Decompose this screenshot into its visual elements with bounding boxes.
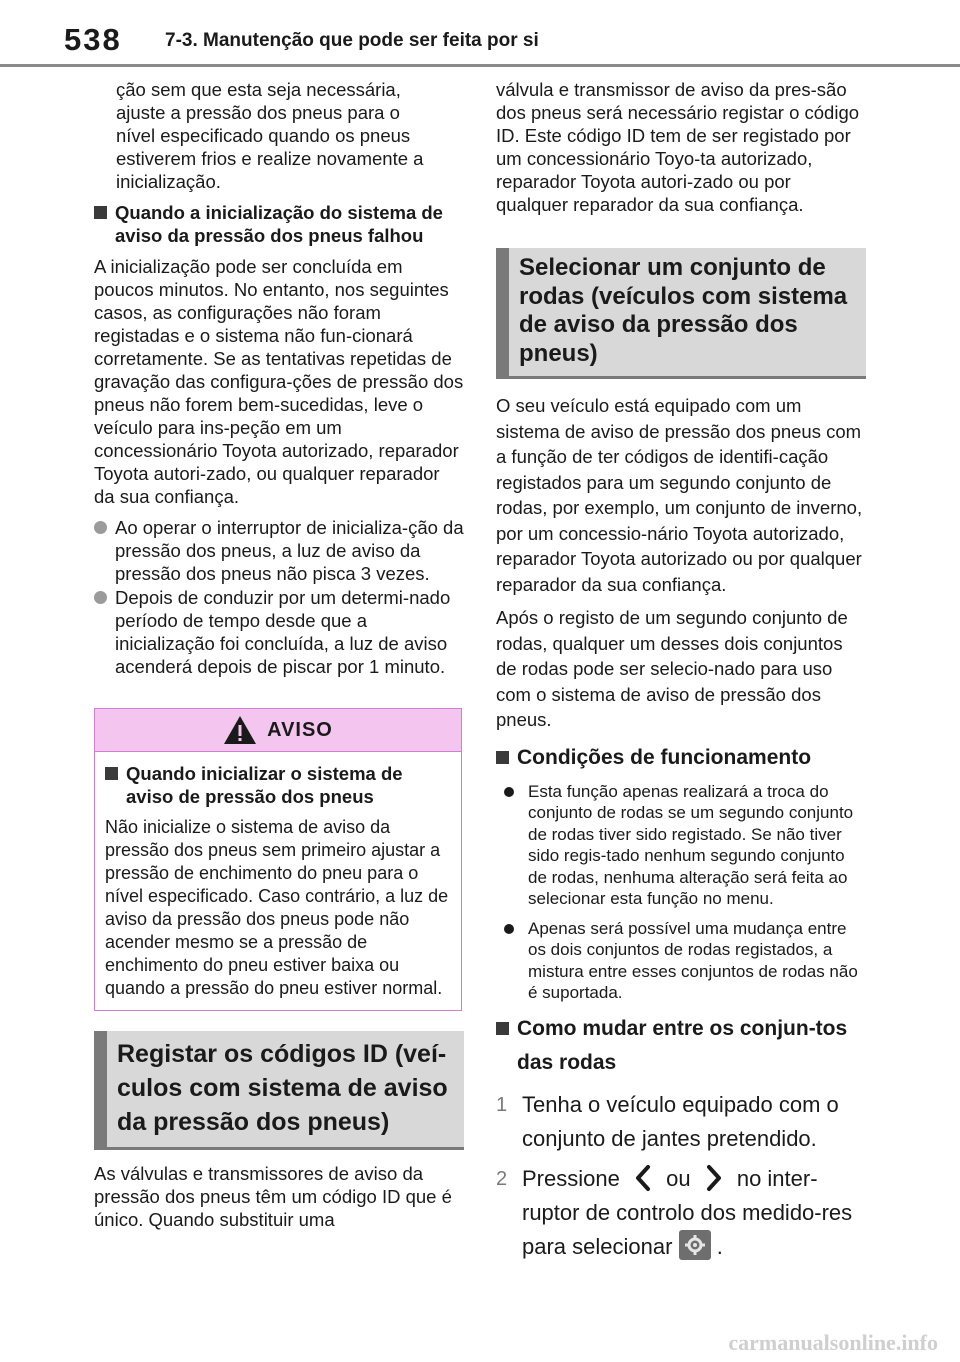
chevron-right-icon xyxy=(697,1164,731,1192)
warning-title: AVISO xyxy=(267,718,333,741)
warning-subheading xyxy=(105,762,451,808)
list-item xyxy=(94,586,464,678)
step-1 xyxy=(496,1088,866,1156)
section-heading-register-id: Registar os códigos ID (veí-culos com sistema de aviso da pressão dos pneus) xyxy=(94,1031,464,1150)
circle-bullet-icon xyxy=(504,787,514,797)
warning-text: Não inicialize o sistema de aviso da pressão dos pneus sem primeiro ajustar a pressão de enchimento do pneu para o nível especificado. Caso contrário, a luz de aviso da pressão dos pneus pode não acender mesmo se a pressão de enchimento do pneu estiver baixa ou quando a pressão do pneu estiver normal. xyxy=(105,817,449,998)
subheading-conditions xyxy=(496,743,866,773)
page-number: 538 xyxy=(64,22,122,57)
page-header xyxy=(0,0,960,70)
right-column xyxy=(496,78,866,1270)
step-text-mid: ou xyxy=(666,1165,691,1191)
warning-body xyxy=(95,752,461,1010)
square-bullet-icon xyxy=(105,767,118,780)
subheading-text: Condições de funcionamento xyxy=(517,745,812,769)
step-text-end: . xyxy=(716,1233,723,1259)
subheading-text: Quando a inicialização do sistema de aviso da pressão dos pneus falhou xyxy=(115,202,443,246)
watermark: carmanualsonline.info xyxy=(728,1330,938,1355)
warning-header xyxy=(95,709,461,752)
step-text-pre: Pressione xyxy=(522,1165,620,1191)
header-divider xyxy=(0,64,960,67)
intro-line: ajuste a pressão dos pneus para o xyxy=(116,102,400,123)
square-bullet-icon xyxy=(94,206,107,219)
list-item-text: Apenas será possível uma mudança entre os dois conjuntos de rodas registados, a mistura entre esses conjuntos de rodas não é suportada. xyxy=(528,918,858,1002)
paragraph: A inicialização pode ser concluída em poucos minutos. No entanto, nos seguintes casos, as configurações não foram registadas e o sistema não fun-cionará corretamente. Se as tentativas repetidas de gravação das configura-ções de pressão dos pneus não forem bem-sucedidas, leve o veículo para ins-peção em um concessionário Toyota autorizado, reparador Toyota autori-zado, ou qualquer reparador da sua confiança. xyxy=(94,256,464,507)
circle-bullet-icon xyxy=(94,591,107,604)
list-item-text: Ao operar o interruptor de inicializa-ção da pressão dos pneus, a luz de aviso da pressão dos pneus não pisca 3 vezes. xyxy=(115,517,464,584)
chevron-left-icon xyxy=(626,1164,660,1192)
gear-icon xyxy=(679,1230,711,1260)
left-column xyxy=(94,78,464,1239)
step-text xyxy=(522,1162,866,1264)
step-text-post: no inter-ruptor de controlo dos medido-res para selecionar xyxy=(522,1165,853,1259)
list-item xyxy=(496,918,866,1004)
subheading-init-failed xyxy=(94,201,464,247)
paragraph: As válvulas e transmissores de aviso da pressão dos pneus têm um código ID que é único. Quando substituir uma xyxy=(94,1163,452,1230)
intro-line: ção sem que esta seja necessária, xyxy=(116,79,401,100)
section-title: 7-3. Manutenção que pode ser feita por si xyxy=(165,30,539,51)
warning-subheading-text: Quando inicializar o sistema de aviso de pressão dos pneus xyxy=(126,763,403,807)
list-item xyxy=(496,781,866,910)
intro-line: nível especificado quando os pneus xyxy=(116,125,411,146)
circle-bullet-icon xyxy=(94,521,107,534)
section-heading-select-wheels: Selecionar um conjunto de rodas (veículos com sistema de aviso da pressão dos pneus) xyxy=(496,248,866,379)
subheading-how-to-switch xyxy=(496,1012,866,1080)
circle-bullet-icon xyxy=(504,924,514,934)
list-item xyxy=(94,516,464,585)
square-bullet-icon xyxy=(496,1022,509,1035)
paragraph: O seu veículo está equipado com um sistema de aviso de pressão dos pneus com a função de ter códigos de identifi-cação registados para um segundo conjunto de rodas, por exemplo, um conjunto de inverno, por um concessio-nário Toyota autorizado, reparador Toyota autorizado ou por qualquer reparador da sua confiança. xyxy=(496,395,863,595)
warning-triangle-icon xyxy=(223,715,257,745)
list-item-text: Esta função apenas realizará a troca do conjunto de rodas se um segundo conjunto de rodas tiver sido registado. Se não tiver sido regis-tado nenhum segundo conjunto de rodas, nenhuma alteração será feita ao selecionar esta função no menu. xyxy=(528,781,854,908)
intro-text xyxy=(94,78,464,193)
step-text: Tenha o veículo equipado com o conjunto de jantes pretendido. xyxy=(522,1091,839,1151)
intro-line: inicialização. xyxy=(116,171,221,192)
square-bullet-icon xyxy=(496,751,509,764)
paragraph: válvula e transmissor de aviso da pres-são dos pneus será necessário registar o código ID. Este código ID tem de ser registado por um concessionário Toyo-ta autorizado, reparador Toyota autori-zado ou por qualquer reparador da sua confiança. xyxy=(496,79,860,215)
step-number: 2 xyxy=(496,1167,508,1190)
step-number: 1 xyxy=(496,1093,508,1116)
subheading-text: Como mudar entre os conjun-tos das rodas xyxy=(517,1016,848,1074)
paragraph: Após o registo de um segundo conjunto de rodas, qualquer um desses dois conjuntos de rodas pode ser selecio-nado para uso com o sistema de aviso de pressão dos pneus. xyxy=(496,607,848,730)
list-item-text: Depois de conduzir por um determi-nado período de tempo desde que a inicialização foi concluída, a luz de aviso acenderá depois de piscar por 1 minuto. xyxy=(115,587,451,677)
intro-line: estiverem frios e realize novamente a xyxy=(116,148,424,169)
step-2 xyxy=(496,1162,866,1264)
warning-box xyxy=(94,708,462,1011)
